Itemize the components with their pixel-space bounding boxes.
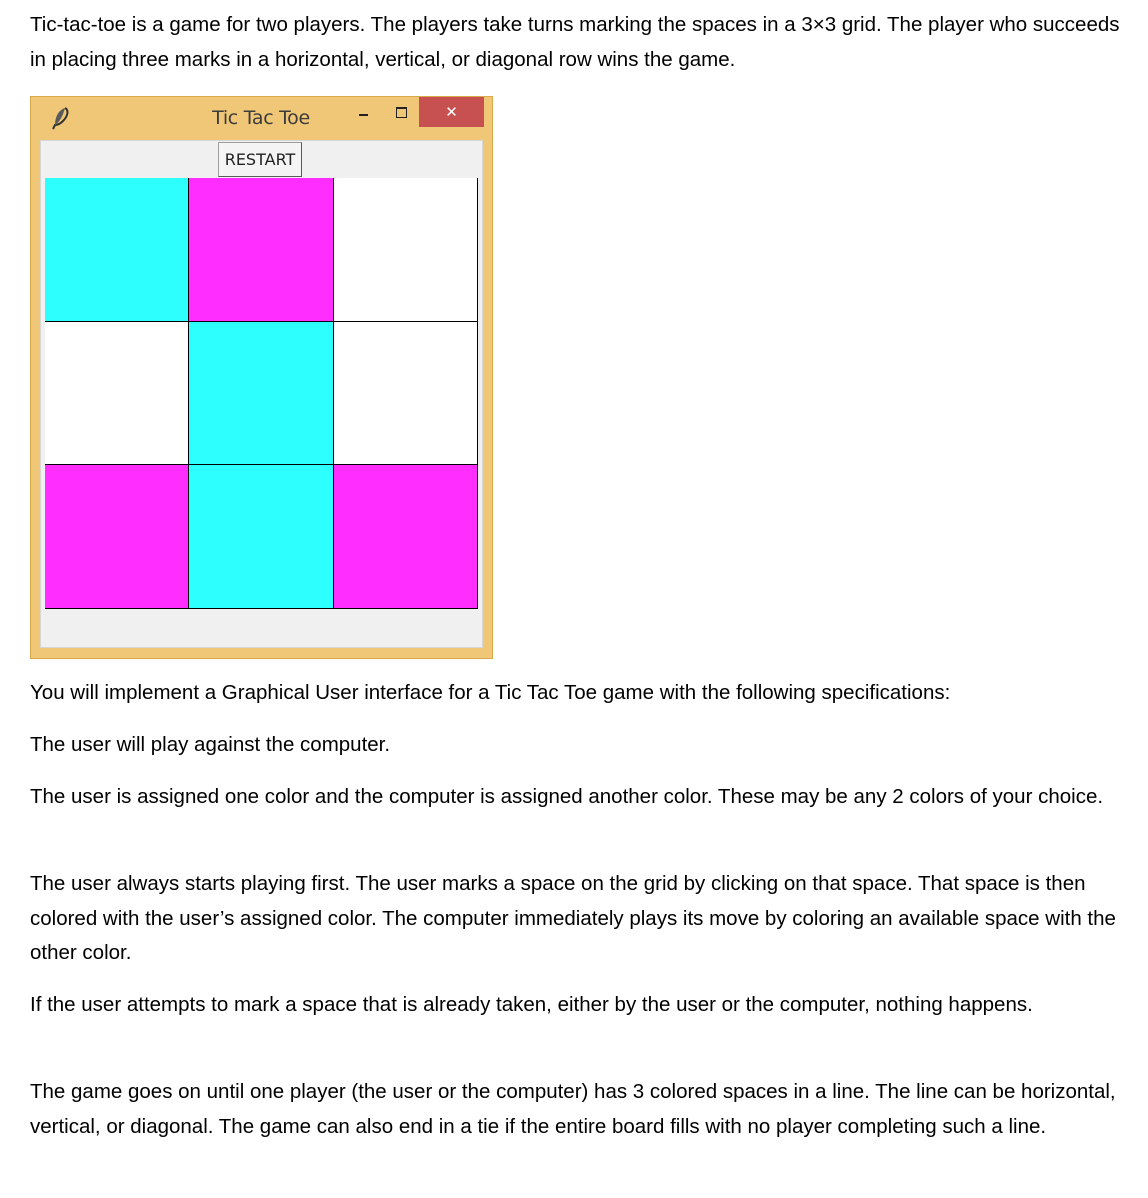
spec-taken-paragraph: If the user attempts to mark a space that is already taken, either by the user or the computer, nothing happens. [30,993,1033,1016]
maximize-icon [396,107,407,118]
tic-tac-toe-window [30,96,493,659]
window-titlebar[interactable] [31,97,492,140]
board-cell-0-2[interactable] [334,178,478,322]
minimize-button[interactable] [343,97,383,127]
board-cell-0-1[interactable] [189,178,333,322]
board-cell-2-1[interactable] [189,465,333,609]
maximize-button[interactable] [383,97,419,127]
minimize-icon [359,114,368,116]
close-button[interactable] [419,97,484,127]
window-client-area [40,140,483,648]
spec-colors-paragraph: The user is assigned one color and the computer is assigned another color. These may be any 2 colors of your choice. [30,785,1104,808]
board-cell-2-2[interactable] [334,465,478,609]
board-cell-1-0[interactable] [45,322,189,466]
feather-icon [49,106,71,132]
close-icon: ✕ [445,102,458,121]
restart-button[interactable]: RESTART [218,142,302,177]
spec-end-paragraph: The game goes on until one player (the user or the computer) has 3 colored spaces in a line. The line can be horizontal, vertical, or diagonal. The game can also end in a tie if the entire board fills with no player completing such a line. [30,1080,1116,1138]
board-cell-0-0[interactable] [45,178,189,322]
board-cell-2-0[interactable] [45,465,189,609]
board-cell-1-2[interactable] [334,322,478,466]
spec-opponent-paragraph: The user will play against the computer. [30,733,391,756]
board-cell-1-1[interactable] [189,322,333,466]
spec-turns-paragraph: The user always starts playing first. The user marks a space on the grid by clicking on that space. That space is then colored with the user’s assigned color. The computer immediately plays its move by coloring an available space with the other color. [30,872,1116,964]
intro-paragraph: Tic-tac-toe is a game for two players. The players take turns marking the spaces in a 3×3 grid. The player who succeeds in placing three marks in a horizontal, vertical, or diagonal row wins the game. [30,13,1120,71]
window-title: Tic Tac Toe [212,107,310,129]
spec-intro-paragraph: You will implement a Graphical User interface for a Tic Tac Toe game with the following specifications: [30,681,951,704]
game-board [45,178,478,609]
